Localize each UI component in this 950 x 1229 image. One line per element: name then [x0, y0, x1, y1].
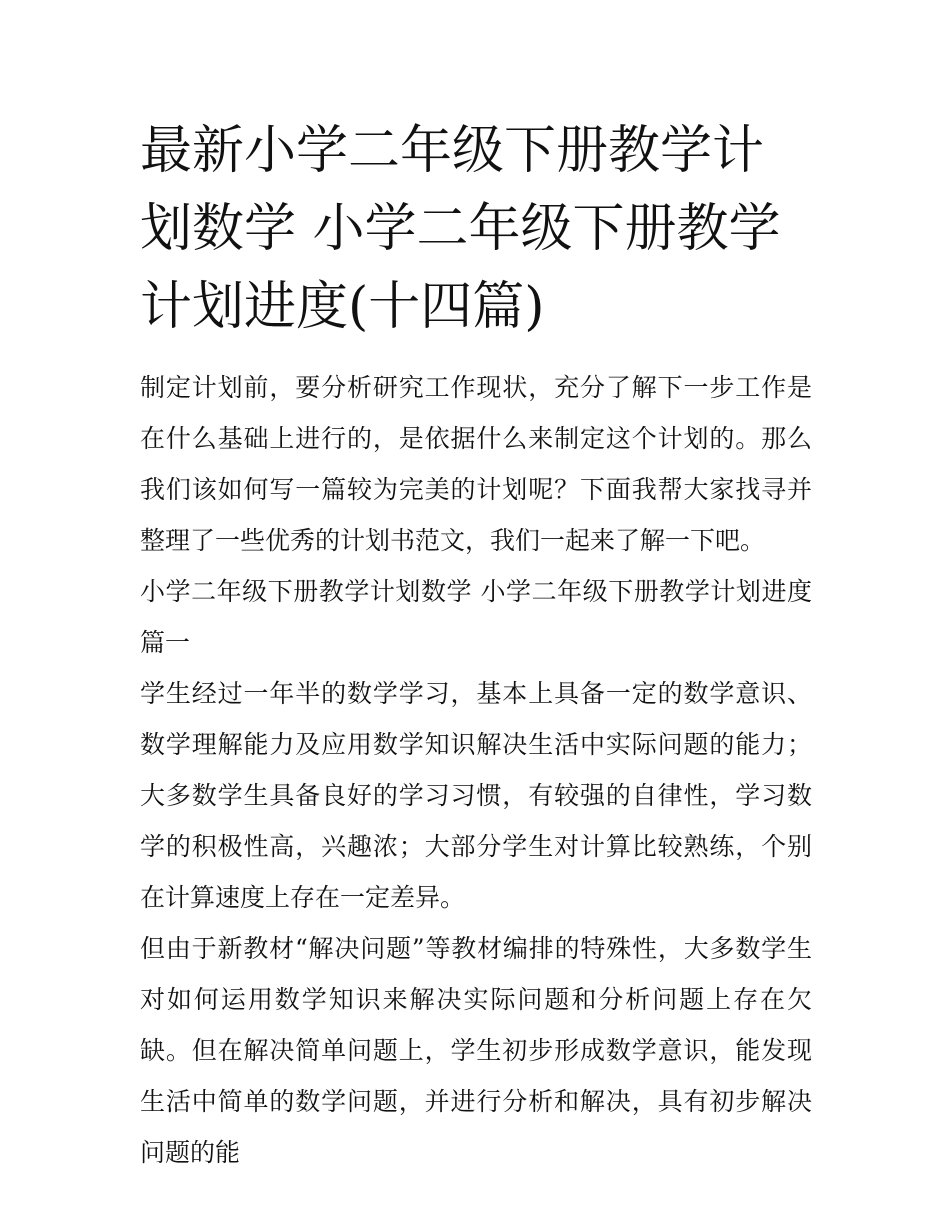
- document-body: [140, 362, 812, 1178]
- paragraph-intro: 制定计划前，要分析研究工作现状，充分了解下一步工作是在什么基础上进行的，是依据什么来制定这个计划的。那么我们该如何写一篇较为完美的计划呢？下面我帮大家找寻并整理了一些优秀的计划书范文，我们一起来了解一下吧。: [140, 373, 812, 555]
- paragraph-section-heading: 小学二年级下册教学计划数学 小学二年级下册教学计划进度篇一: [140, 577, 812, 657]
- document-page: [140, 112, 812, 1178]
- document-title: 最新小学二年级下册教学计划数学 小学二年级下册教学计划进度(十四篇): [140, 121, 781, 337]
- paragraph-student-analysis: 学生经过一年半的数学学习，基本上具备一定的数学意识、数学理解能力及应用数学知识解决生活中实际问题的能力；大多数学生具备良好的学习习惯，有较强的自律性，学习数学的积极性高，兴趣浓；大部分学生对计算比较熟练，个别在计算速度上存在一定差异。: [140, 679, 812, 912]
- paragraph-problem-solving: 但由于新教材“解决问题”等教材编排的特殊性，大多数学生对如何运用数学知识来解决实际问题和分析问题上存在欠缺。但在解决简单问题上，学生初步形成数学意识，能发现生活中简单的数学问题，并进行分析和解决，具有初步解决问题的能: [140, 934, 812, 1167]
